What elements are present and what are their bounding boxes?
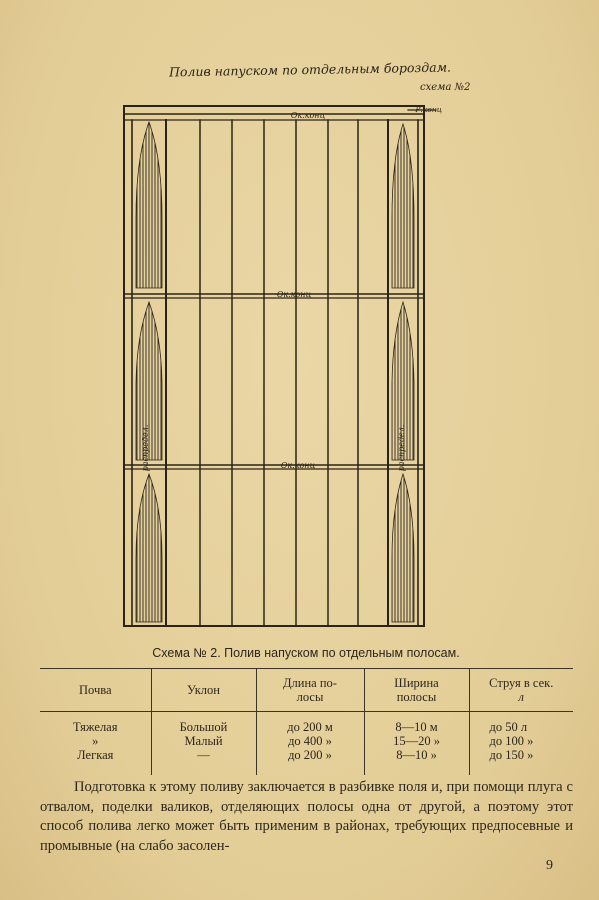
right-hatched-field-1 [392, 124, 414, 288]
scheme-label: схема №2 [420, 82, 471, 93]
handwritten-title: Полив напуском по отдельным бороздам. [168, 59, 452, 80]
cell-flow: до 50 л до 100 » до 150 » [469, 712, 573, 776]
cell-strip-length: до 200 м до 400 » до 200 » [256, 712, 364, 776]
cell-slope: Большой Малый — [151, 712, 256, 776]
right-hatched-field-3 [392, 474, 414, 622]
header-slope: Уклон [151, 669, 256, 712]
page-number: 9 [546, 858, 553, 873]
strip-dividers [200, 120, 358, 626]
furrow-label-2: Ок.конц [276, 290, 312, 299]
left-ditch-label: распредел. [141, 424, 150, 472]
left-hatched-field-1 [136, 122, 162, 288]
table-row [40, 712, 573, 776]
header-soil: Почва [40, 669, 151, 712]
top-channel-label: Р.конц [415, 105, 442, 114]
left-hatched-field-3 [136, 474, 162, 622]
header-strip-length: Длина по- лосы [256, 669, 364, 712]
table-header-row [40, 669, 573, 712]
furrow-label-1: Ок.конц [290, 111, 326, 120]
header-flow: Струя в сек. л [469, 669, 573, 712]
plan-outer-frame [124, 106, 424, 626]
right-ditch-label: распредел. [397, 424, 406, 472]
cell-soil: Тяжелая » Легкая [73, 720, 118, 762]
cell-strip-width: 8—10 м 15—20 » 8—10 » [364, 712, 469, 776]
figure-caption: Схема № 2. Полив напуском по отдельным полосам. [152, 646, 460, 660]
body-paragraph: Подготовка к этому поливу заключается в разбивке поля и, при помощи плуга с отвалом, поделки валиков, отделяющих полосы одна от другой, а поэтому этот способ полива легко может быть применим в районах, требующих предпосевные и промывные (на слабо засолен- [40, 779, 573, 854]
header-strip-width: Ширина полосы [364, 669, 469, 712]
irrigation-table [40, 668, 573, 775]
furrow-label-3: Ок.конц [280, 461, 316, 470]
irrigation-plan-diagram [118, 98, 442, 628]
